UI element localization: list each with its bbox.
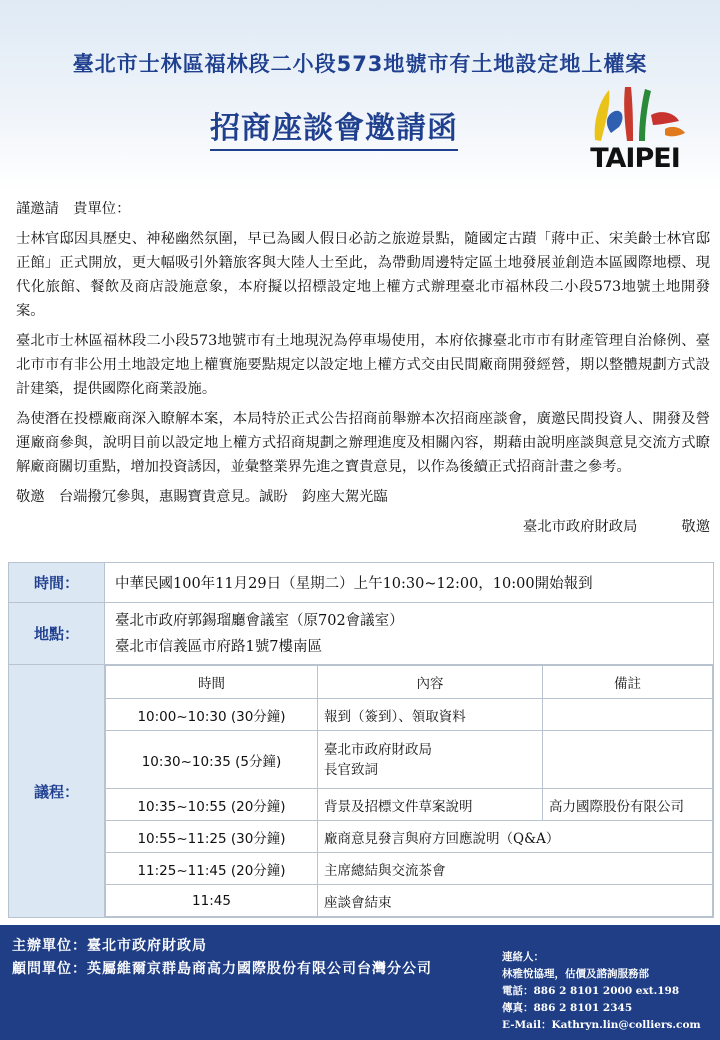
- agenda-cell: [105, 665, 714, 918]
- agenda-note: [543, 699, 713, 731]
- contact-fax: 傳真：886 2 8101 2345: [502, 1002, 633, 1014]
- salutation: 謹邀請 貴單位：: [16, 201, 131, 217]
- time-label: 時間：: [9, 563, 105, 603]
- agenda-row: [106, 885, 713, 917]
- agenda-row: [106, 821, 713, 853]
- agenda-time: 11:45: [106, 885, 318, 917]
- agenda-content-line-1: 臺北市政府財政局: [324, 741, 432, 758]
- advisor-unit: 顧問單位：英屬維爾京群島商高力國際股份有限公司台灣分公司: [12, 961, 432, 977]
- agenda-table: [105, 665, 713, 917]
- paragraph-3: 為使潛在投標廠商深入瞭解本案，本局特於正式公告招商前舉辦本次招商座談會，廣邀民間投資人、開發及營運廠商參與，說明目前以設定地上權方式招商規劃之辦理進度及相關內容，期藉由說明座談與意見交流方式瞭解廠商關切重點，增加投資誘因，並彙整業界先進之寶貴意見，以作為後續正式招商計畫之參考。: [16, 411, 710, 475]
- invitation-letter: [16, 197, 710, 539]
- agenda-time: 11:25~11:45 (20分鐘): [106, 853, 318, 885]
- signature-org: 臺北市政府財政局: [523, 519, 638, 535]
- page-title: 臺北市士林區福林段二小段573地號市有土地設定地上權案: [72, 52, 648, 76]
- contact-email[interactable]: E-Mail：Kathryn.lin@colliers.com: [502, 1019, 701, 1031]
- agenda-content: [318, 731, 543, 789]
- signature: [16, 515, 710, 539]
- agenda-row: [106, 789, 713, 821]
- signature-word: 敬邀: [681, 519, 710, 535]
- footer: [0, 925, 720, 1040]
- host-unit: 主辦單位：臺北市政府財政局: [12, 938, 207, 954]
- agenda-time: 10:55~11:25 (30分鐘): [106, 821, 318, 853]
- contact-title: 連絡人：: [502, 951, 544, 963]
- taipei-logo-icon: [575, 85, 695, 145]
- agenda-row: [106, 731, 713, 789]
- place-line-2: 臺北市信義區市府路1號7樓南區: [115, 638, 322, 655]
- place-line-1: 臺北市政府郭錫瑠廳會議室（原702會議室）: [115, 612, 404, 629]
- taipei-logo-text: TAIPEI: [590, 143, 680, 174]
- agenda-time: 10:35~10:55 (20分鐘): [106, 789, 318, 821]
- agenda-row: [106, 699, 713, 731]
- invite-line: 敬邀 台端撥冗參與，惠賜寶貴意見。誠盼 鈞座大駕光臨: [16, 489, 388, 505]
- agenda-header-content: 內容: [318, 666, 543, 699]
- agenda-content: 主席總結與交流茶會: [318, 853, 713, 885]
- contact-name: 林雅悅協理，估價及諮詢服務部: [502, 968, 649, 980]
- place-value: [105, 603, 714, 665]
- agenda-content: 座談會結束: [318, 885, 713, 917]
- time-value: 中華民國100年11月29日（星期二）上午10:30~12:00，10:00開始報到: [105, 563, 714, 603]
- contact-info: [502, 949, 701, 1034]
- agenda-content: 報到（簽到）、領取資料: [318, 699, 543, 731]
- invitation-title: 招商座談會邀請函: [210, 103, 458, 151]
- contact-phone: 電話：886 2 8101 2000 ext.198: [502, 985, 680, 997]
- agenda-content-line-2: 長官致詞: [324, 761, 378, 778]
- agenda-content: 廠商意見發言與府方回應說明（Q&A）: [318, 821, 713, 853]
- agenda-content: 背景及招標文件草案說明: [318, 789, 543, 821]
- taipei-logo: [575, 85, 695, 180]
- place-label: 地點：: [9, 603, 105, 665]
- agenda-label: 議程：: [9, 665, 105, 918]
- agenda-header-row: [106, 666, 713, 699]
- paragraph-2: 臺北市士林區福林段二小段573地號市有土地現況為停車場使用，本府依據臺北市市有財產管理自治條例、臺北市市有非公用土地設定地上權實施要點規定以設定地上權方式交由民間廠商開發經營，期以整體規劃方式設計建築，提供國際化商業設施。: [16, 333, 710, 397]
- organizers: [12, 935, 432, 981]
- header-banner: [0, 0, 720, 190]
- agenda-time: 10:00~10:30 (30分鐘): [106, 699, 318, 731]
- paragraph-1: 士林官邸因具歷史、神秘幽然氛圍，早已為國人假日必訪之旅遊景點，隨國定古蹟「蔣中正、宋美齡士林官邸正館」正式開放，更大幅吸引外籍旅客與大陸人士至此，為帶動周邊特定區土地發展並創造本區國際地標、現代化旅館、餐飲及商店設施意象，本府擬以招標設定地上權方式辦理臺北市福林段二小段573地號土地開發案。: [16, 231, 710, 319]
- event-info-table: [8, 562, 714, 918]
- agenda-time: 10:30~10:35 (5分鐘): [106, 731, 318, 789]
- agenda-note: 高力國際股份有限公司: [543, 789, 713, 821]
- agenda-header-time: 時間: [106, 666, 318, 699]
- agenda-row: [106, 853, 713, 885]
- agenda-note: [543, 731, 713, 789]
- agenda-header-note: 備註: [543, 666, 713, 699]
